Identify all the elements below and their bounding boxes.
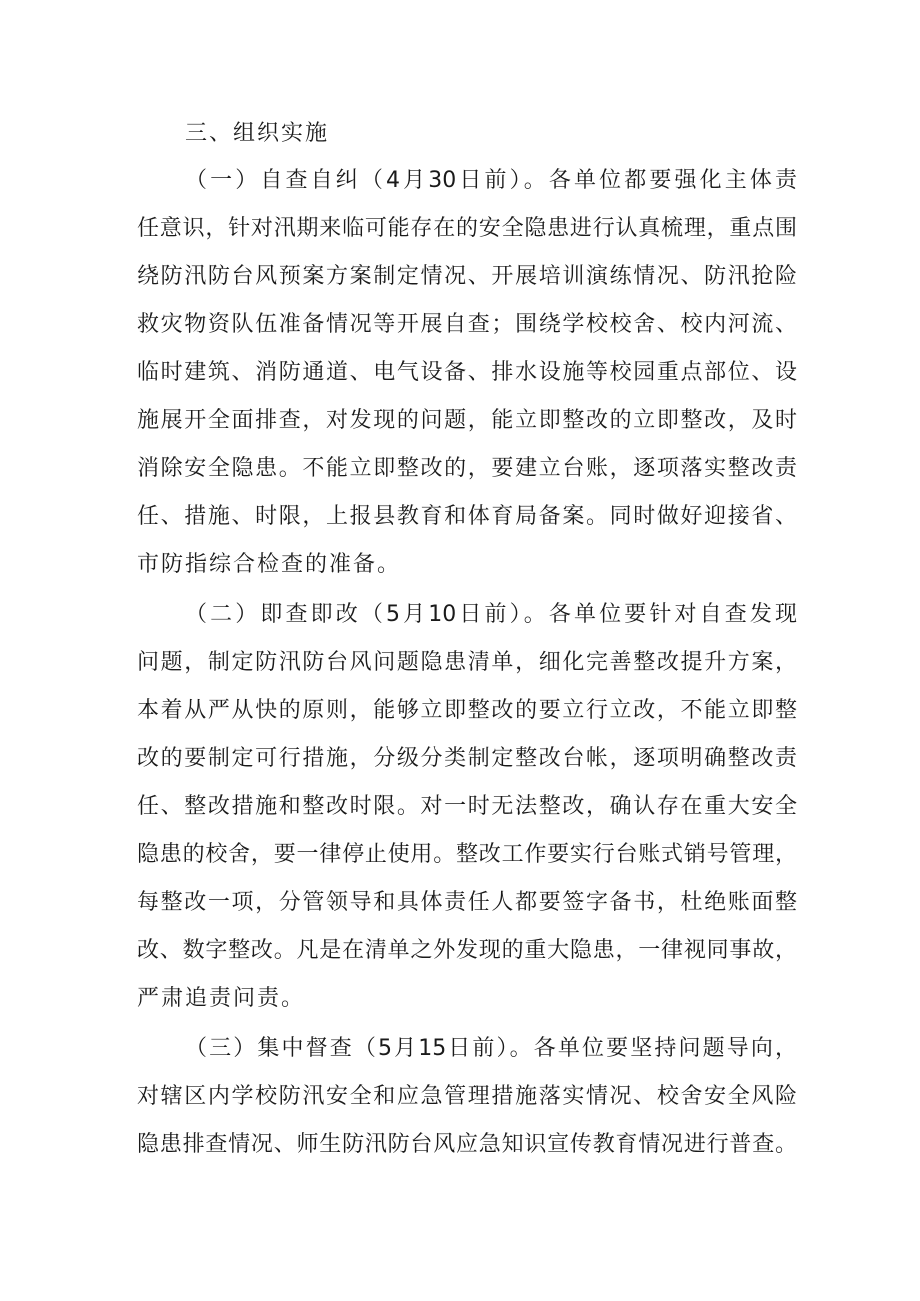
paragraph-2-line-3: 本着从严从快的原则，能够立即整改的要立行立改，不能立即整	[137, 698, 797, 723]
paragraph-1-line-4: 救灾物资队伍准备情况等开展自查；围绕学校校舍、校内河流、	[137, 312, 797, 337]
paragraph-2-line-5: 任、整改措施和整改时限。对一时无法整改，确认存在重大安全	[137, 794, 797, 819]
paragraph-2-line-7: 每整改一项，分管领导和具体责任人都要签字备书，杜绝账面整	[137, 890, 797, 915]
paragraph-2-line-9: 严肃追责问责。	[137, 986, 306, 1011]
paragraph-1-line-1: （一）自查自纠（4月30日前）。各单位都要强化主体责	[185, 168, 797, 193]
paragraph-1-line-6: 施展开全面排查，对发现的问题，能立即整改的立即整改，及时	[137, 408, 797, 433]
paragraph-1-line-9: 市防指综合检查的准备。	[137, 552, 402, 577]
paragraph-1-line-5: 临时建筑、消防通道、电气设备、排水设施等校园重点部位、设	[137, 360, 797, 385]
section-heading: 三、组织实施	[185, 121, 330, 146]
paragraph-1-line-7: 消除安全隐患。不能立即整改的，要建立台账，逐项落实整改责	[137, 456, 797, 481]
paragraph-3-line-1: （三）集中督查（5月15日前）。各单位要坚持问题导向，	[185, 1036, 797, 1061]
paragraph-1-line-3: 绕防汛防台风预案方案制定情况、开展培训演练情况、防汛抢险	[137, 264, 797, 289]
paragraph-2-line-8: 改、数字整改。凡是在清单之外发现的重大隐患，一律视同事故，	[137, 938, 797, 963]
paragraph-3-line-2: 对辖区内学校防汛安全和应急管理措施落实情况、校舍安全风险	[137, 1084, 797, 1109]
paragraph-3-line-3: 隐患排查情况、师生防汛防台风应急知识宣传教育情况进行普查。	[137, 1132, 797, 1157]
paragraph-2-line-1: （二）即查即改（5月10日前）。各单位要针对自查发现	[185, 602, 797, 627]
paragraph-2-line-4: 改的要制定可行措施，分级分类制定整改台帐，逐项明确整改责	[137, 746, 797, 771]
paragraph-1-line-8: 任、措施、时限，上报县教育和体育局备案。同时做好迎接省、	[137, 504, 797, 529]
paragraph-1-line-2: 任意识，针对汛期来临可能存在的安全隐患进行认真梳理，重点围	[137, 216, 797, 241]
paragraph-2-line-2: 问题，制定防汛防台风问题隐患清单，细化完善整改提升方案，	[137, 650, 797, 675]
paragraph-2-line-6: 隐患的校舍，要一律停止使用。整改工作要实行台账式销号管理，	[137, 842, 797, 867]
